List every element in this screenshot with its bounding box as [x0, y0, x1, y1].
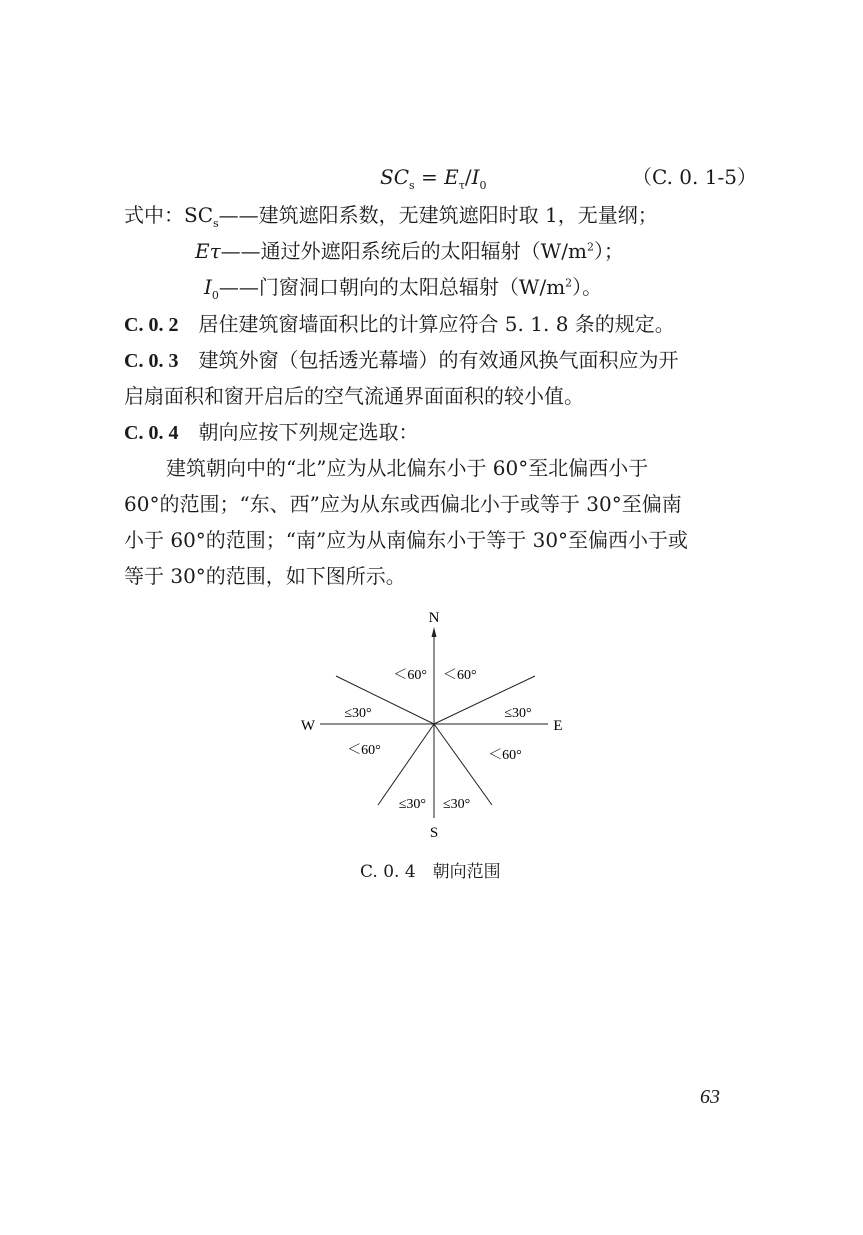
label-west: W: [300, 718, 316, 734]
clause-text: 建筑外窗（包括透光幕墙）的有效通风换气面积应为开: [198, 348, 679, 372]
definition-symbol: SC: [184, 203, 214, 227]
angle-south-right: ≤30°: [443, 797, 471, 812]
clause-c004: [124, 420, 418, 445]
formula-lhs: SC: [380, 165, 410, 189]
definition-text: 门窗洞口朝向的太阳总辐射（W/m: [258, 275, 566, 299]
definition-symbol-sub: 0: [211, 289, 219, 302]
angle-north-left: ＜60°: [393, 668, 427, 683]
formula-slash: /: [464, 165, 472, 189]
clause-c003: [124, 348, 678, 373]
body-line: 60°的范围；“东、西”应为从东或西偏北小于或等于 30°至偏南: [124, 492, 682, 516]
figure-caption: C. 0. 4 朝向范围: [360, 862, 501, 882]
definition-symbol: Eτ: [195, 239, 221, 263]
body-line: 小于 60°的范围；“南”应为从南偏东小于等于 30°至偏西小于或: [124, 528, 689, 552]
definition-superscript: 2: [565, 276, 573, 290]
label-east: E: [553, 718, 563, 734]
formula-rhs-i-sub: 0: [479, 179, 487, 192]
definition-dash: ——: [218, 203, 259, 227]
body-line: 建筑朝向中的“北”应为从北偏东小于 60°至北偏西小于: [166, 456, 649, 480]
definition-dash: ——: [218, 275, 259, 299]
north-arrow-icon: [432, 627, 437, 637]
label-south: S: [429, 825, 439, 841]
ray-sse-30: [434, 724, 492, 805]
definition-text: 通过外遮阳系统后的太阳辐射（W/m: [260, 239, 587, 263]
formula-rhs-e-sub: τ: [458, 179, 465, 192]
clause-c003-continuation: 启扇面积和窗开启后的空气流通界面面积的较小值。: [124, 384, 584, 408]
formula: [380, 165, 487, 192]
formula-rhs-i: I: [471, 165, 480, 189]
body-line: 等于 30°的范围，如下图所示。: [124, 564, 406, 588]
clause-text: 居住建筑窗墙面积比的计算应符合 5. 1. 8 条的规定。: [198, 312, 675, 336]
definition-line: [195, 239, 624, 263]
clause-id: C. 0. 4: [124, 422, 179, 444]
formula-rhs-e: E: [444, 165, 459, 189]
definition-superscript: 2: [586, 240, 594, 254]
angle-west-lower: ＜60°: [347, 743, 381, 758]
orientation-diagram: [290, 600, 580, 850]
clause-id: C. 0. 2: [124, 314, 179, 336]
formula-lhs-sub: s: [409, 179, 415, 192]
definition-symbol-sub: s: [213, 217, 219, 230]
definition-dash: ——: [220, 239, 261, 263]
clause-id: C. 0. 3: [124, 350, 179, 372]
angle-north-right: ＜60°: [443, 668, 477, 683]
definition-prefix: 式中：: [124, 203, 184, 227]
angle-east-lower: ＜60°: [488, 748, 522, 763]
formula-number: （C. 0. 1-5）: [632, 165, 757, 189]
label-north: N: [428, 610, 440, 626]
definition-text: 建筑遮阳系数，无建筑遮阳时取 1，无量纲；: [258, 203, 658, 227]
definition-line: [124, 203, 658, 230]
definition-line: [204, 275, 603, 302]
definition-tail: ）。: [572, 275, 603, 299]
angle-west-upper: ≤30°: [344, 706, 372, 721]
definition-tail: ）；: [593, 239, 624, 263]
page-number: 63: [700, 1086, 720, 1108]
formula-equals: =: [414, 165, 445, 189]
ray-ssw-30: [378, 724, 434, 805]
angle-east-upper: ≤30°: [504, 706, 532, 721]
angle-south-left: ≤30°: [398, 797, 426, 812]
clause-text: 朝向应按下列规定选取：: [198, 420, 419, 444]
definition-symbol: I: [204, 275, 212, 299]
clause-c002: [124, 312, 675, 337]
